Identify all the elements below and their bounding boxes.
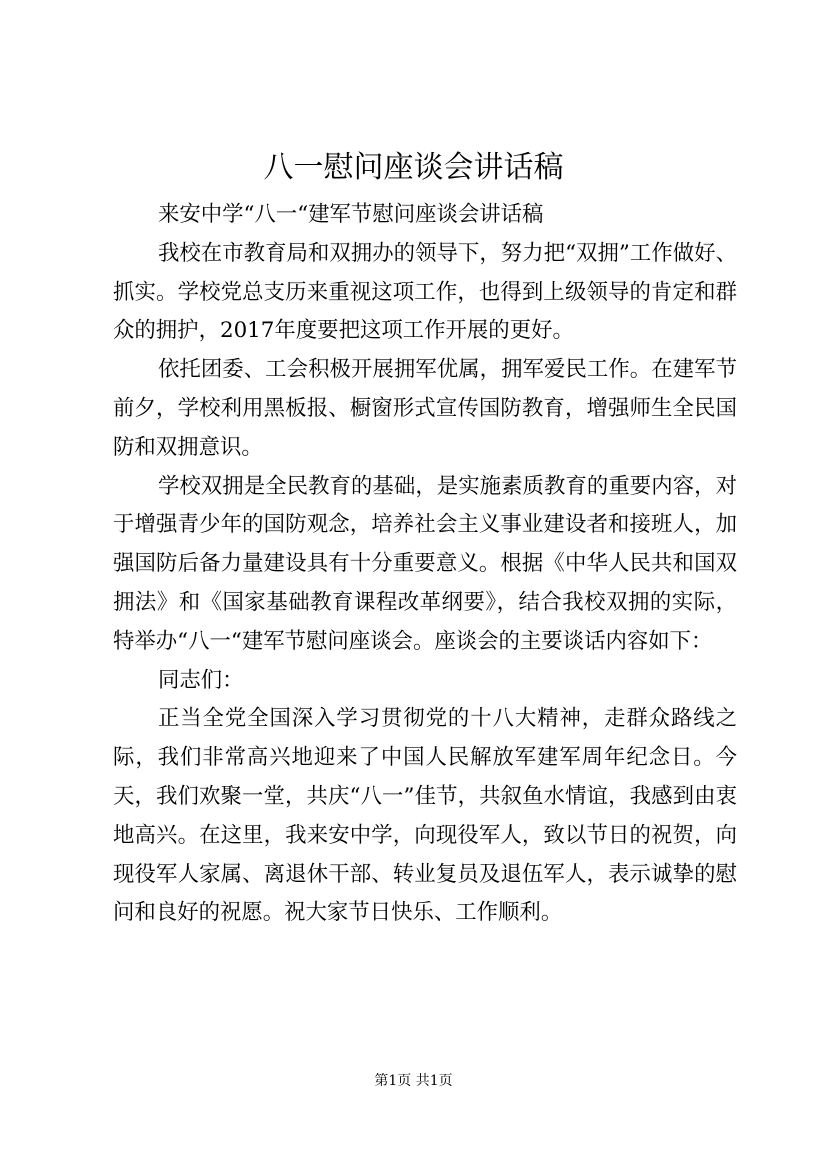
paragraph: 学校双拥是全民教育的基础，是实施素质教育的重要内容，对于增强青少年的国防观念，培养社会主义事业建设者和接班人，加强国防后备力量建设具有十分重要意义。根据《中华人民共和国双拥法》和《国家基础教育课程改革纲要》，结合我校双拥的实际，特举办“八一“建军节慰问座谈会。座谈会的主要谈话内容如下： — [113, 473, 737, 654]
paragraph-heading-line: 来安中学“八一“建军节慰问座谈会讲话稿 — [157, 202, 544, 227]
page-footer: 第1页 共1页 — [374, 1073, 453, 1089]
paragraph: 依托团委、工会积极开展拥军优属，拥军爱民工作。在建军节前夕，学校利用黑板报、橱窗形式宣传国防教育，增强师生全民国防和双拥意识。 — [113, 357, 737, 460]
paragraph-salutation: 同志们： — [157, 667, 244, 693]
paragraph: 正当全党全国深入学习贯彻党的十八大精神，走群众路线之际，我们非常高兴地迎来了中国人民解放军建军周年纪念日。今天，我们欢聚一堂，共庆“八一”佳节，共叙鱼水情谊，我感到由衷地高兴。在这里，我来安中学，向现役军人，致以节日的祝贺，向现役军人家属、离退休干部、转业复员及退伍军人，表示诚挚的慰问和良好的祝愿。祝大家节日快乐、工作顺利。 — [113, 706, 737, 926]
document-body — [113, 196, 737, 933]
document-title: 八一慰问座谈会讲话稿 — [263, 150, 564, 185]
paragraph: 我校在市教育局和双拥办的领导下，努力把“双拥”工作做好、抓实。学校党总支历来重视这项工作，也得到上级领导的肯定和群众的拥护，2017年度要把这项工作开展的更好。 — [113, 240, 737, 344]
